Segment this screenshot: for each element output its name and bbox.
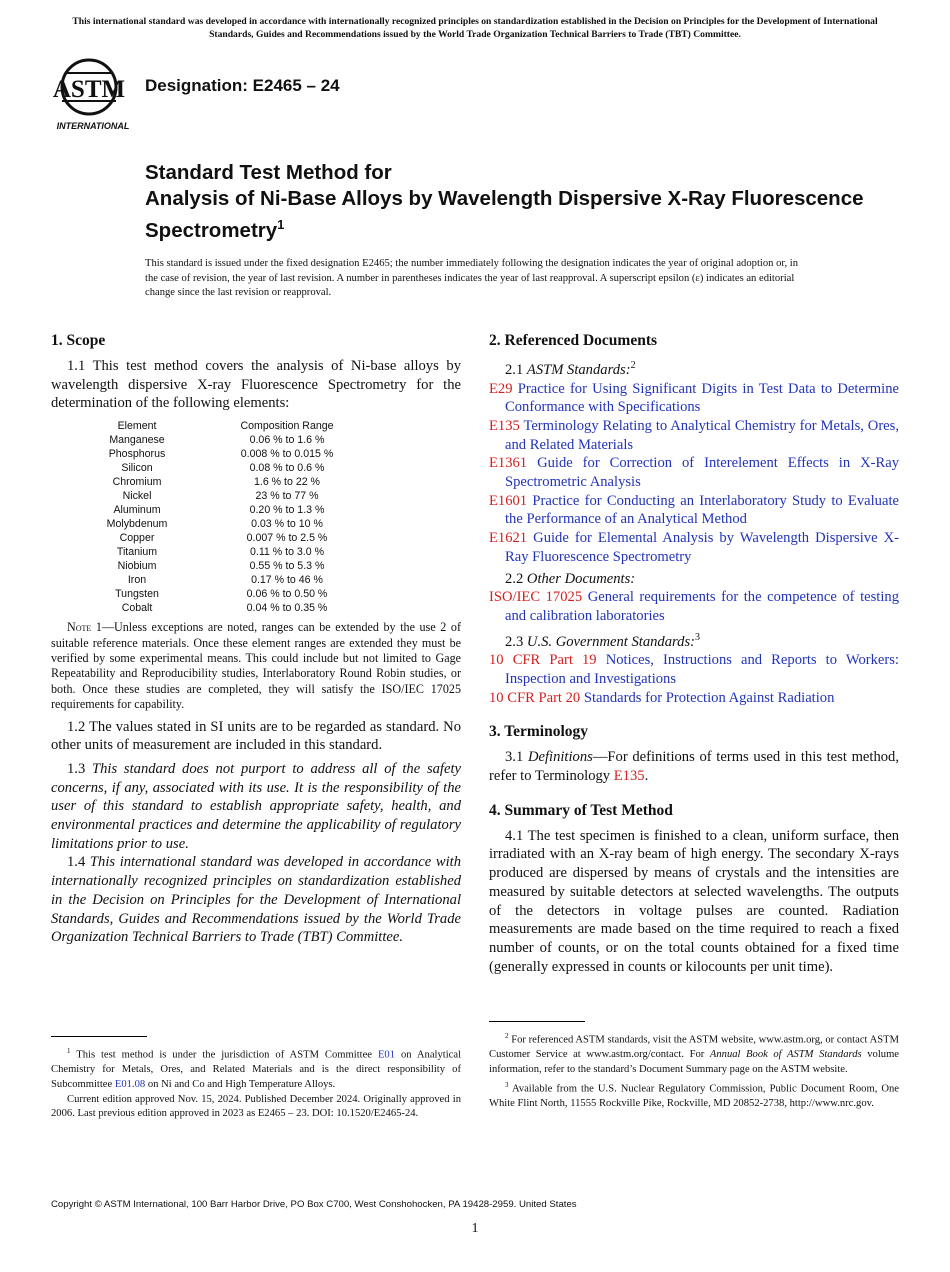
range-cell: 0.008 % to 0.015 % [240,448,334,461]
range-cell: 0.04 % to 0.35 % [246,602,328,615]
gov-ref-code-link[interactable]: 10 CFR Part 20 [489,689,581,706]
summary-p1: 4.1 The test specimen is finished to a clean, uniform surface, then irradiated with an X-ray beam of high energy. The secondary X-rays produced are dispersed by means of crystals and the intensities are measured by suitable detectors at selected wavelengths. The outputs of the detectors in voltage pulses are counted. Radiation measurements are made based on the time required to reach a fixed number of counts, or on the total counts obtained for a fixed time (generally expressed in counts or kilocounts per unit time). [489,827,899,975]
note-text: —Unless exceptions are noted, ranges can be extended by the use 2 of suitable reference materials. Once these element ranges are extended they must be verified by some experimental means. This could include but not limited to Gage Repeatability and Reproducibility studies, Interlaboratory Round Robin studies, or both. Once these studies are completed, they will satisfy the ISO/IEC 17025 requirements for capability. [51,620,461,712]
astm-ref-item [489,380,899,417]
issued-note: This standard is issued under the fixed designation E2465; the number immediately following the designation indicates the year of original adoption or, in the case of revision, the year of last revision. A number in parentheses indicates the year of last reapproval. A superscript epsilon (ε) indicates an editorial change since the last revision or reapproval. [145,258,799,298]
title-footnote-mark: 1 [277,217,285,232]
astm-ref-title-link[interactable]: Practice for Using Significant Digits in Test Data to Determine Conformance with Specifications [505,380,899,416]
astm-ref-code-link[interactable]: E1601 [489,492,528,509]
element-cell: Molybdenum [106,518,168,531]
element-cell: Chromium [112,476,162,489]
element-cell: Titanium [116,546,158,559]
table-row [89,475,389,489]
table-row [89,433,389,447]
range-cell: 0.17 % to 46 % [251,574,323,587]
gov-ref-title-link[interactable]: Standards for Protection Against Radiation [583,689,835,706]
astm-standards-list [489,380,899,567]
table-row [89,573,389,587]
table-row [89,531,389,545]
element-cell: Tungsten [115,588,159,601]
table-row [89,517,389,531]
composition-table [89,419,389,615]
top-notice: This international standard was developed in accordance with internationally recognized principles on standardization established in the Decision on Principles for the Development of International Standards, Guides and Recommendations issued by the World Trade Organization Technical Barriers to Trade (TBT) Committee. [72,16,878,40]
composition-table-body [89,433,389,615]
range-cell: 0.55 % to 5.3 % [249,560,325,573]
other-ref-title-link[interactable]: General requirements for the competence of testing and calibration laboratories [505,589,899,624]
astm-ref-title-link[interactable]: Terminology Relating to Analytical Chemistry for Metals, Ores, and Related Materials [505,417,899,453]
range-cell: 0.06 % to 1.6 % [249,434,325,447]
other-documents-list [489,588,899,625]
logo-word: INTERNATIONAL [56,121,130,131]
astm-ref-code-link[interactable]: E1361 [489,455,528,472]
footnotes-left [51,1044,461,1122]
terminology-heading: 3. Terminology [489,723,589,741]
table-row [89,559,389,573]
element-cell: Nickel [122,490,152,503]
summary-heading: 4. Summary of Test Method [489,801,673,819]
astm-ref-item [489,454,899,491]
astm-ref-title-link[interactable]: Practice for Conducting an Interlaboratory Study to Evaluate the Performance of an Analytical Method [505,492,899,528]
gov-ref-item [489,689,899,708]
astm-ref-title-link[interactable]: Guide for Elemental Analysis by Wavelength Dispersive X-Ray Fluorescence Spectrometry [505,530,899,565]
terminology-p1: 3.1 Definitions—For definitions of terms used in this test method, refer to Terminology E135. [489,749,899,785]
other-ref-item [489,588,899,625]
element-cell: Iron [127,574,147,587]
gov-ref-item [489,651,899,688]
gov-ref-code-link[interactable]: 10 CFR Part 19 [489,652,597,669]
footnote-1: $^1$ This test method is under the jurisdiction of ASTM Committee E01 on Analytical Chemistry for Metals, Ores, and Related Materials and is the direct responsibility of Subcommittee E01.08 on Ni and Co and High Temperature Alloys. [51,1047,462,1090]
link-e01[interactable]: E01 [377,1049,396,1061]
range-cell: 0.08 % to 0.6 % [249,462,325,475]
table-row [89,601,389,615]
scope-p4: 1.4 This international standard was developed in accordance with internationally recognized principles on standardization established in the Decision on Principles for the Development of International Standards, Guides and Recommendations issued by the World Trade Organization Technical Barriers to Trade (TBT) Committee. [51,854,462,946]
other-ref-code-link[interactable]: ISO/IEC 17025 [489,589,583,606]
astm-ref-item [489,492,899,529]
element-cell: Manganese [109,434,165,447]
link-e135-terminology[interactable]: E135 [613,768,645,785]
element-cell: Aluminum [113,504,161,517]
scope-p2: 1.2 The values stated in SI units are to be regarded as standard. No other units of measurement are included in this standard. [51,718,461,754]
referenced-heading: 2. Referenced Documents [489,332,658,349]
note-label: Note 1 [67,620,102,635]
footnotes-right [489,1029,899,1112]
table-row [89,545,389,559]
astm-ref-item [489,417,899,454]
table-header-range: Composition Range [240,420,334,433]
table-row [89,489,389,503]
astm-logo-icon [52,57,136,133]
element-cell: Silicon [121,462,153,475]
footnote-rule-right [489,1021,585,1022]
page-number: 1 [471,1221,479,1236]
element-cell: Copper [119,532,155,545]
other-documents-subheading: 2.2 Other Documents: [505,570,636,587]
astm-ref-item [489,529,899,566]
astm-ref-title-link[interactable]: Guide for Correction of Interelement Effects in X-Ray Spectrometric Analysis [505,455,899,491]
range-cell: 0.03 % to 10 % [251,518,323,531]
range-cell: 0.11 % to 3.0 % [249,546,324,559]
element-cell: Niobium [117,560,157,573]
range-cell: 0.007 % to 2.5 % [246,532,328,545]
gov-ref-title-link[interactable]: Notices, Instructions and Reports to Workers: Inspection and Investigations [505,652,899,687]
footnote-rule-left [51,1036,147,1037]
scope-p3: 1.3 This standard does not purport to address all of the safety concerns, if any, associated with its use. It is the responsibility of the user of this standard to establish appropriate safety, health, and environmental practices and determine the applicability of regulatory limitations prior to use. [51,760,461,852]
logo-letters: ASTM [52,76,126,103]
title-line-1: Standard Test Method for [145,161,392,184]
table-header-row [89,419,389,433]
title-line-2: Analysis of Ni-Base Alloys by Wavelength Dispersive X-Ray Fluorescence Spectrometry$^1$ [145,187,864,242]
table-row [89,461,389,475]
right-column [489,331,899,976]
astm-standards-subheading: 2.1 ASTM Standards:$^2$ [505,360,636,378]
table-row [89,447,389,461]
astm-ref-code-link[interactable]: E135 [489,417,520,434]
scope-p1: 1.1 This test method covers the analysis of Ni-base alloys by wavelength dispersive X-ray Fluorescence Spectrometry for the determination of the following elements: [51,358,461,412]
gov-standards-list [489,651,899,707]
element-cell: Cobalt [121,602,153,615]
gov-standards-subheading: 2.3 U.S. Government Standards:$^3$ [505,631,700,650]
document-title [145,160,885,244]
table-header-element: Element [117,420,157,433]
range-cell: 23 % to 77 % [255,490,319,503]
designation: Designation: E2465 – 24 [145,76,340,95]
left-column [51,331,461,947]
astm-ref-code-link[interactable]: E1621 [489,530,528,547]
table-row [89,587,389,601]
table-row [89,503,389,517]
footnote-2: $^2$ For referenced ASTM standards, visit the ASTM website, www.astm.org, or contact ASTM Customer Service at www.astm.org/contact. For Annual Book of ASTM Standards volume information, refer to the standard’s Document Summary page on the ASTM website. [489,1032,900,1075]
scope-heading: 1. Scope [51,332,106,349]
footnote-1-edition: Current edition approved Nov. 15, 2024. Published December 2024. Originally approved in 2006. Last previous edition approved in 2023 as E2465 – 23. DOI: 10.1520/E2465-24. [51,1093,461,1120]
element-cell: Phosphorus [108,448,166,461]
link-e01-08[interactable]: E01.08 [114,1078,146,1090]
range-cell: 0.20 % to 1.3 % [249,504,325,517]
footnote-3: $^3$ Available from the U.S. Nuclear Regulatory Commission, Public Document Room, One White Flint North, 11555 Rockville Pike, Rockville, MD 20852-2738, http://www.nrc.gov. [489,1080,899,1109]
range-cell: 0.06 % to 0.50 % [246,588,328,601]
copyright: Copyright © ASTM International, 100 Barr Harbor Drive, PO Box C700, West Conshohocken, PA 19428-2959. United States [51,1199,577,1210]
range-cell: 1.6 % to 22 % [254,476,320,489]
astm-ref-code-link[interactable]: E29 [489,380,513,397]
note-1 [51,620,461,712]
